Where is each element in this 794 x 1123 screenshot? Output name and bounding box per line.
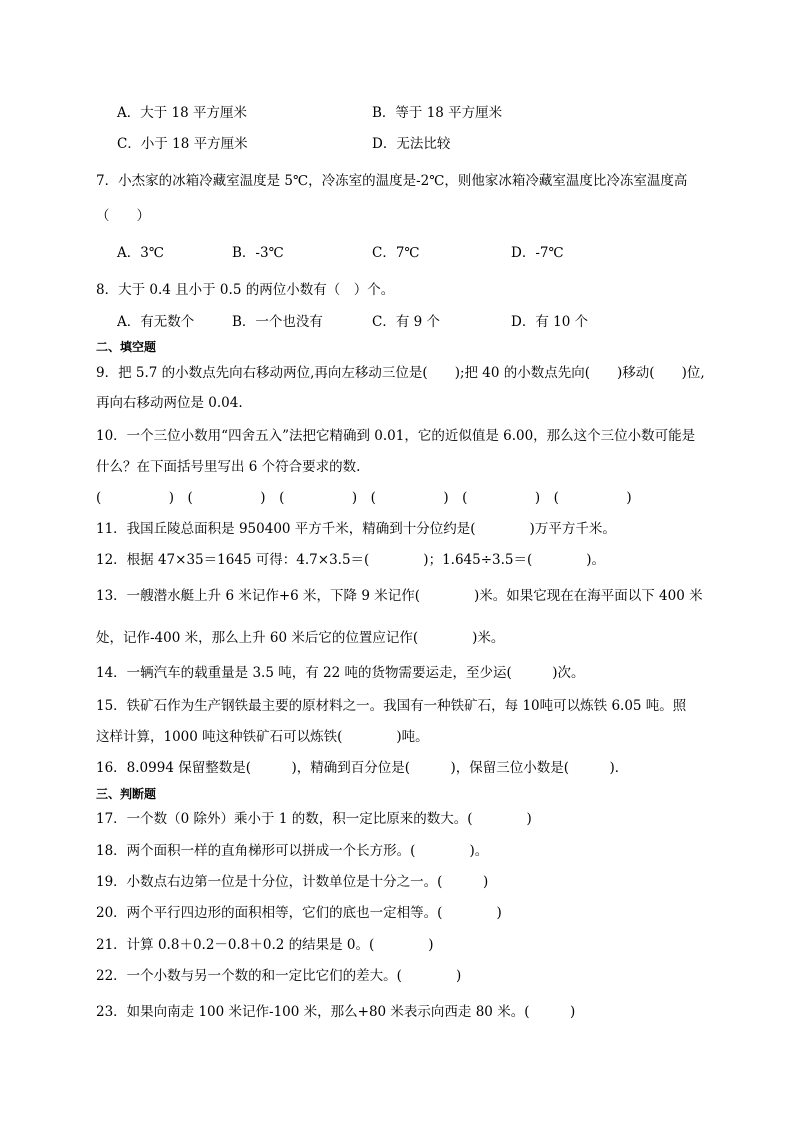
q6-option-b: B．等于 18 平方厘米 <box>372 105 503 121</box>
q19-stem: 19．小数点右边第一位是十分位，计数单位是十分之一。( ) <box>96 874 489 890</box>
q6-option-c: C．小于 18 平方厘米 <box>117 136 248 152</box>
q7-option-c: C．7℃ <box>372 245 420 261</box>
q8-option-a: A．有无数个 <box>117 314 195 330</box>
q9-stem-line1: 9．把 5.7 的小数点先向右移动两位,再向左移动三位是( );把 40 的小数点先向( )移动( )位, <box>96 365 705 381</box>
q18-stem: 18．两个面积一样的直角梯形可以拼成一个长方形。( )。 <box>96 843 489 859</box>
q20-stem: 20．两个平行四边形的面积相等，它们的底也一定相等。( ) <box>96 905 502 921</box>
q7-option-d: D．-7℃ <box>511 245 564 261</box>
section-heading-fill-in: 二、填空题 <box>96 340 157 354</box>
q16-stem: 16．8.0994 保留整数是( )，精确到百分位是( )，保留三位小数是( )． <box>96 760 629 776</box>
q10-answer-blanks: ( ) ( ) ( ) ( ) ( ) ( ) <box>96 490 632 506</box>
q17-stem: 17．一个数（0 除外）乘小于 1 的数，积一定比原来的数大。( ) <box>96 811 532 827</box>
q10-stem-line2: 什么？在下面括号里写出 6 个符合要求的数. <box>96 459 361 475</box>
q7-option-a: A．3℃ <box>117 245 164 261</box>
q14-stem: 14．一辆汽车的载重量是 3.5 吨，有 22 吨的货物需要运走，至少运( )次。 <box>96 665 585 681</box>
q8-option-d: D．有 10 个 <box>511 314 589 330</box>
q9-stem-line2: 再向右移动两位是 0.04. <box>96 395 243 411</box>
q6-option-a: A．大于 18 平方厘米 <box>117 105 248 121</box>
section-heading-true-false: 三、判断题 <box>96 787 157 801</box>
q7-stem-line2: （ ） <box>96 208 150 224</box>
q15-stem-line2: 这样计算，1000 吨这种铁矿石可以炼铁( )吨。 <box>96 729 429 745</box>
q8-stem: 8．大于 0.4 且小于 0.5 的两位小数有（ ）个。 <box>96 282 395 298</box>
q8-option-b: B．一个也没有 <box>232 314 323 330</box>
q21-stem: 21．计算 0.8＋0.2－0.8＋0.2 的结果是 0。( ) <box>96 937 434 953</box>
q11-stem: 11．我国丘陵总面积是 950400 平方千米，精确到十分位约是( )万平方千米。 <box>96 521 616 537</box>
q12-stem: 12．根据 47×35＝1645 可得：4.7×3.5＝( )；1.645÷3.5＝( )。 <box>96 552 606 568</box>
q15-stem-line1: 15．铁矿石作为生产钢铁最主要的原材料之一。我国有一种铁矿石，每 10吨可以炼铁 6.05 吨。照 <box>96 698 687 714</box>
q7-stem-line1: 7．小杰家的冰箱冷藏室温度是 5℃，冷冻室的温度是-2℃，则他家冰箱冷藏室温度比冷冻室温度高 <box>96 173 688 189</box>
q13-stem-line2: 处，记作-400 米，那么上升 60 米后它的位置应记作( )米。 <box>96 630 505 646</box>
q8-option-c: C．有 9 个 <box>372 314 441 330</box>
q6-option-d: D．无法比较 <box>372 136 451 152</box>
q7-option-b: B．-3℃ <box>232 245 284 261</box>
q22-stem: 22．一个小数与另一个数的和一定比它们的差大。( ) <box>96 968 462 984</box>
q23-stem: 23．如果向南走 100 米记作-100 米，那么+80 米表示向西走 80 米。( ) <box>96 1004 576 1020</box>
q13-stem-line1: 13．一艘潜水艇上升 6 米记作+6 米，下降 9 米记作( )米。如果它现在在海平面以下 400 米 <box>96 588 703 604</box>
q10-stem-line1: 10．一个三位小数用“四舍五入”法把它精确到 0.01，它的近似值是 6.00，那么这个三位小数可能是 <box>96 428 696 444</box>
